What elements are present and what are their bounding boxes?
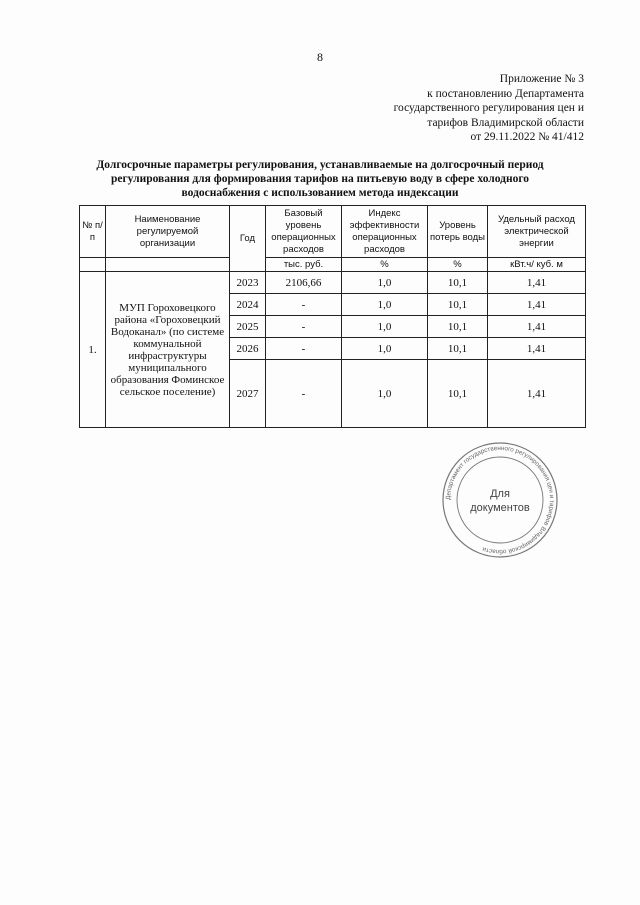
stamp-ring-text: Департамент государственного регулирования цен и тарифов Владимирской области <box>444 444 556 556</box>
header-row <box>80 206 586 258</box>
cell-loss: 10,1 <box>428 360 488 428</box>
appendix-line: государственного регулирования цен и <box>393 102 584 114</box>
header-org: Наименование регулируемой организации <box>106 206 230 258</box>
cell-year: 2026 <box>230 338 266 360</box>
cell-year: 2027 <box>230 360 266 428</box>
appendix-block <box>394 72 584 145</box>
stamp-center-line: документов <box>470 502 530 514</box>
cell-year: 2023 <box>230 272 266 294</box>
cell-index: 1,0 <box>342 338 428 360</box>
units-empty <box>80 258 106 272</box>
header-num: № п/п <box>80 206 106 258</box>
stamp-center-line: Для <box>490 488 510 500</box>
title-line: Долгосрочные параметры регулирования, устанавливаемые на долгосрочный период <box>96 159 544 171</box>
cell-energy: 1,41 <box>488 338 586 360</box>
page-number: 8 <box>317 50 323 64</box>
appendix-line: к постановлению Департамента <box>427 87 584 100</box>
cell-loss: 10,1 <box>428 272 488 294</box>
units-row <box>80 258 586 272</box>
unit-index: % <box>342 258 428 272</box>
cell-loss: 10,1 <box>428 338 488 360</box>
header-year: Год <box>230 206 266 272</box>
cell-index: 1,0 <box>342 360 428 428</box>
cell-year: 2025 <box>230 316 266 338</box>
row-number: 1. <box>80 272 106 428</box>
appendix-line: Приложение № 3 <box>499 73 584 85</box>
header-base: Базовый уровень операционных расходов <box>266 206 342 258</box>
cell-energy: 1,41 <box>488 294 586 316</box>
cell-loss: 10,1 <box>428 294 488 316</box>
cell-base: - <box>266 316 342 338</box>
organization-name: МУП Гороховецкого района «Гороховецкий Водоканал» (по системе коммунальной инфраструктуры муниципального образования Фоминское сельское поселение) <box>106 272 230 428</box>
cell-base: 2106,66 <box>266 272 342 294</box>
cell-base: - <box>266 294 342 316</box>
header-loss: Уровень потерь воды <box>428 206 488 258</box>
document-title <box>60 158 580 200</box>
cell-loss: 10,1 <box>428 316 488 338</box>
cell-index: 1,0 <box>342 316 428 338</box>
parameters-table <box>79 205 586 428</box>
unit-energy: кВт.ч/ куб. м <box>488 258 586 272</box>
unit-base: тыс. руб. <box>266 258 342 272</box>
table-row <box>80 272 586 294</box>
cell-energy: 1,41 <box>488 316 586 338</box>
cell-energy: 1,41 <box>488 272 586 294</box>
header-energy: Удельный расход электрической энергии <box>488 206 586 258</box>
unit-loss: % <box>428 258 488 272</box>
stamp-seal <box>440 440 560 560</box>
title-line: регулирования для формирования тарифов на питьевую воду в сфере холодного <box>110 173 530 185</box>
title-line: водоснабжения с использованием метода индексации <box>181 187 459 199</box>
appendix-line: от 29.11.2022 № 41/412 <box>470 131 584 143</box>
cell-year: 2024 <box>230 294 266 316</box>
cell-index: 1,0 <box>342 272 428 294</box>
appendix-line: тарифов Владимирской области <box>427 116 584 129</box>
cell-index: 1,0 <box>342 294 428 316</box>
cell-energy: 1,41 <box>488 360 586 428</box>
header-index: Индекс эффективности операционных расходов <box>342 206 428 258</box>
cell-base: - <box>266 360 342 428</box>
units-empty <box>106 258 230 272</box>
cell-base: - <box>266 338 342 360</box>
